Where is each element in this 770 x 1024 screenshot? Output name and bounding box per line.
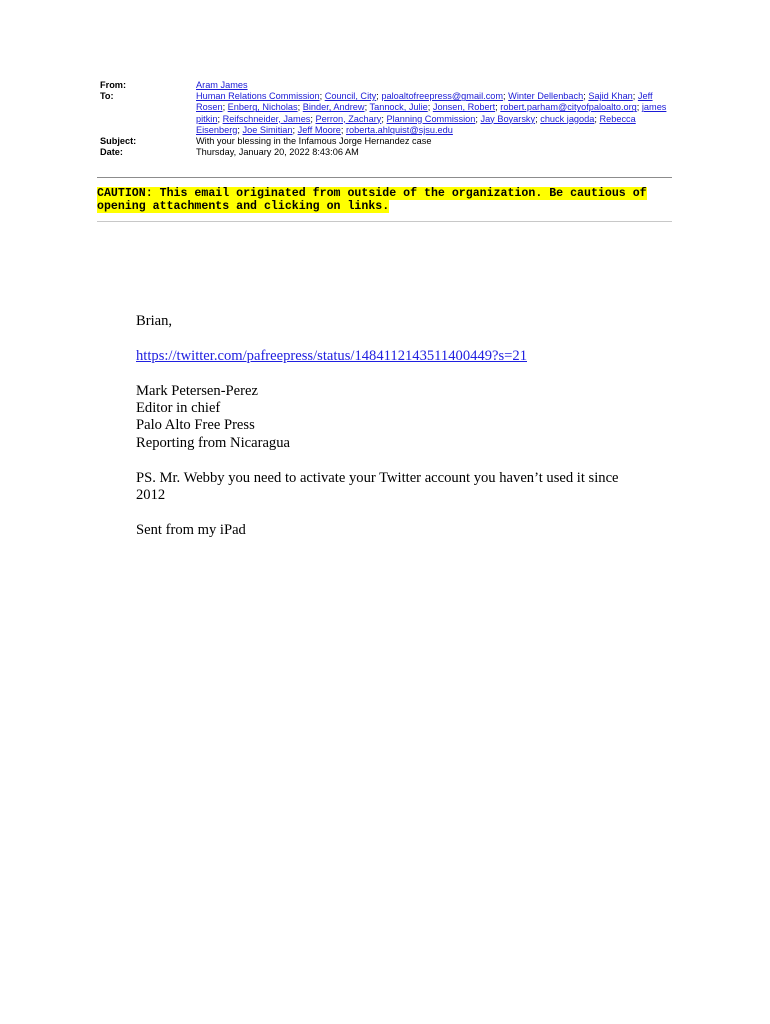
to-recipient-link[interactable]: Winter Dellenbach	[508, 91, 584, 102]
recipient-separator: ;	[495, 102, 501, 113]
caution-banner	[97, 187, 672, 213]
date-row	[100, 147, 675, 158]
recipient-separator: ;	[376, 91, 382, 102]
to-recipient-link[interactable]: Reifschneider, James	[222, 113, 311, 124]
recipient-separator: ;	[292, 124, 298, 135]
subject-value: With your blessing in the Infamous Jorge Hernandez case	[196, 136, 432, 147]
to-recipient-link[interactable]: Jeff Rosen	[196, 91, 653, 113]
from-row	[100, 80, 675, 91]
caution-text: CAUTION: This email originated from outside of the organization. Be cautious of opening attachments and clicking on links.	[97, 187, 647, 214]
to-recipient-link[interactable]: chuck jagoda	[540, 113, 595, 124]
subject-row	[100, 136, 675, 147]
signature-title: Editor in chief	[136, 400, 221, 416]
twitter-link[interactable]: https://twitter.com/pafreepress/status/1484112143511400449?s=21	[136, 347, 527, 364]
to-recipient-link[interactable]: Council, City	[324, 91, 377, 102]
recipient-separator: ;	[535, 113, 541, 124]
recipient-separator: ;	[503, 91, 509, 102]
to-recipient-link[interactable]: Rebecca Eisenberg	[196, 113, 636, 135]
recipient-separator: ;	[340, 124, 346, 135]
to-recipient-link[interactable]: robert.parham@cityofpaloalto.org	[500, 102, 637, 113]
recipient-separator: ;	[583, 91, 589, 102]
from-sender-link[interactable]: Aram James	[196, 80, 248, 90]
to-recipient-link[interactable]: Tannock, Julie	[369, 102, 428, 113]
email-header	[100, 80, 675, 158]
to-recipient-link[interactable]: Jonsen, Robert	[432, 102, 496, 113]
signature-org: Palo Alto Free Press	[136, 417, 255, 434]
to-row	[100, 91, 675, 136]
recipient-separator: ;	[237, 124, 243, 135]
signature-location: Reporting from Nicaragua	[136, 434, 290, 451]
to-recipient-link[interactable]: Human Relations Commission	[196, 91, 320, 102]
from-label: From:	[100, 80, 127, 90]
recipient-separator: ;	[636, 102, 642, 113]
to-recipient-link[interactable]: Planning Commission	[386, 113, 476, 124]
to-recipient-link[interactable]: Perron, Zachary	[315, 113, 382, 124]
to-recipient-link[interactable]: Jay Boyarsky	[480, 113, 536, 124]
recipient-separator: ;	[319, 91, 325, 102]
recipient-separator: ;	[475, 113, 481, 124]
to-recipient-link[interactable]: Sajid Khan	[588, 91, 633, 102]
to-recipient-link[interactable]: Binder, Andrew	[302, 102, 365, 113]
recipient-separator: ;	[310, 113, 316, 124]
date-label: Date:	[100, 147, 123, 158]
signature-block	[136, 383, 636, 453]
sent-from: Sent from my iPad	[136, 521, 246, 538]
divider-top	[97, 177, 672, 178]
to-label: To:	[100, 91, 114, 102]
message-body	[136, 313, 636, 557]
recipient-separator: ;	[594, 113, 600, 124]
postscript: PS. Mr. Webby you need to activate your Twitter account you haven’t used it since 2012	[136, 469, 619, 504]
recipient-separator: ;	[364, 102, 370, 113]
to-recipient-link[interactable]: Jeff Moore	[297, 124, 341, 135]
recipient-separator: ;	[632, 91, 638, 102]
recipient-separator: ;	[222, 102, 228, 113]
to-recipient-link[interactable]: Joe Simitian	[242, 124, 293, 135]
subject-label: Subject:	[100, 136, 137, 147]
to-recipient-link[interactable]: james pitkin	[196, 102, 667, 124]
greeting: Brian,	[136, 313, 173, 329]
to-recipient-link[interactable]: roberta.ahlquist@sjsu.edu	[346, 124, 453, 135]
date-value: Thursday, January 20, 2022 8:43:06 AM	[196, 147, 359, 158]
to-recipients-list	[196, 91, 675, 136]
recipient-separator: ;	[217, 113, 223, 124]
to-recipient-link[interactable]: Enberg, Nicholas	[227, 102, 298, 113]
to-recipient-link[interactable]: paloaltofreepress@gmail.com	[381, 91, 504, 102]
divider-bottom	[97, 221, 672, 222]
signature-name: Mark Petersen-Perez	[136, 382, 258, 399]
recipient-separator: ;	[427, 102, 433, 113]
recipient-separator: ;	[381, 113, 387, 124]
recipient-separator: ;	[297, 102, 303, 113]
